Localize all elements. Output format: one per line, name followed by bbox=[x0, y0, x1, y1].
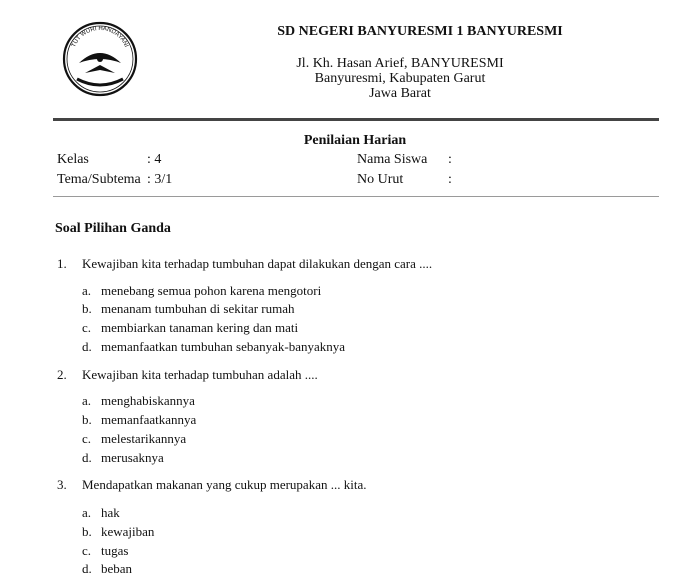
option-text: merusaknya bbox=[101, 450, 164, 465]
option-letter: b. bbox=[82, 524, 92, 539]
option-text: menghabiskannya bbox=[101, 393, 195, 408]
question-number: 3. bbox=[57, 477, 67, 492]
info-divider bbox=[53, 196, 659, 197]
assessment-title: Penilaian Harian bbox=[303, 133, 407, 148]
option-letter: c. bbox=[82, 320, 92, 335]
option-text: membiarkan tanaman kering dan mati bbox=[101, 320, 299, 335]
option-text: hak bbox=[101, 505, 120, 520]
theme-label: Tema/Subtema bbox=[57, 172, 141, 187]
question-number: 2. bbox=[57, 367, 67, 382]
option-text: melestarikannya bbox=[101, 431, 187, 446]
section-title: Soal Pilihan Ganda bbox=[55, 221, 171, 236]
option-text: memanfaatkan tumbuhan sebanyak-banyaknya bbox=[101, 339, 346, 354]
header-divider bbox=[53, 118, 659, 121]
svg-text:TUT WURI HANDAYANI: TUT WURI HANDAYANI bbox=[71, 25, 129, 49]
option-text: memanfaatkannya bbox=[101, 412, 197, 427]
option-letter: b. bbox=[82, 301, 92, 316]
option-letter: d. bbox=[82, 339, 92, 354]
class-label: Kelas bbox=[57, 152, 89, 167]
option-letter: c. bbox=[82, 431, 92, 446]
tut-wuri-handayani-logo bbox=[55, 17, 145, 97]
option-letter: b. bbox=[82, 412, 92, 427]
option-text: kewajiban bbox=[101, 524, 155, 539]
address-line-province: Jawa Barat bbox=[369, 86, 431, 101]
question-text: Kewajiban kita terhadap tumbuhan adalah .... bbox=[82, 367, 318, 382]
question-text: Mendapatkan makanan yang cukup merupakan ... kita. bbox=[82, 477, 367, 492]
question-number: 1. bbox=[57, 256, 67, 271]
option-letter: a. bbox=[82, 283, 92, 298]
option-letter: c. bbox=[82, 543, 92, 558]
option-text: menanam tumbuhan di sekitar rumah bbox=[101, 301, 295, 316]
address-line-street: Jl. Kh. Hasan Arief, BANYURESMI bbox=[296, 56, 504, 71]
theme-value: : 3/1 bbox=[147, 172, 173, 187]
option-letter: d. bbox=[82, 561, 92, 576]
class-value: : 4 bbox=[147, 152, 162, 167]
number-value: : bbox=[448, 172, 452, 187]
option-letter: a. bbox=[82, 505, 92, 520]
option-letter: d. bbox=[82, 450, 92, 465]
question-text: Kewajiban kita terhadap tumbuhan dapat dilakukan dengan cara .... bbox=[82, 256, 433, 271]
option-text: beban bbox=[101, 561, 133, 576]
school-name: SD NEGERI BANYURESMI 1 BANYURESMI bbox=[277, 24, 563, 39]
number-label: No Urut bbox=[357, 172, 404, 187]
address-line-district: Banyuresmi, Kabupaten Garut bbox=[314, 71, 486, 86]
option-text: tugas bbox=[101, 543, 129, 558]
student-name-value: : bbox=[448, 152, 452, 167]
student-name-label: Nama Siswa bbox=[357, 152, 428, 167]
option-text: menebang semua pohon karena mengotori bbox=[101, 283, 322, 298]
option-letter: a. bbox=[82, 393, 92, 408]
